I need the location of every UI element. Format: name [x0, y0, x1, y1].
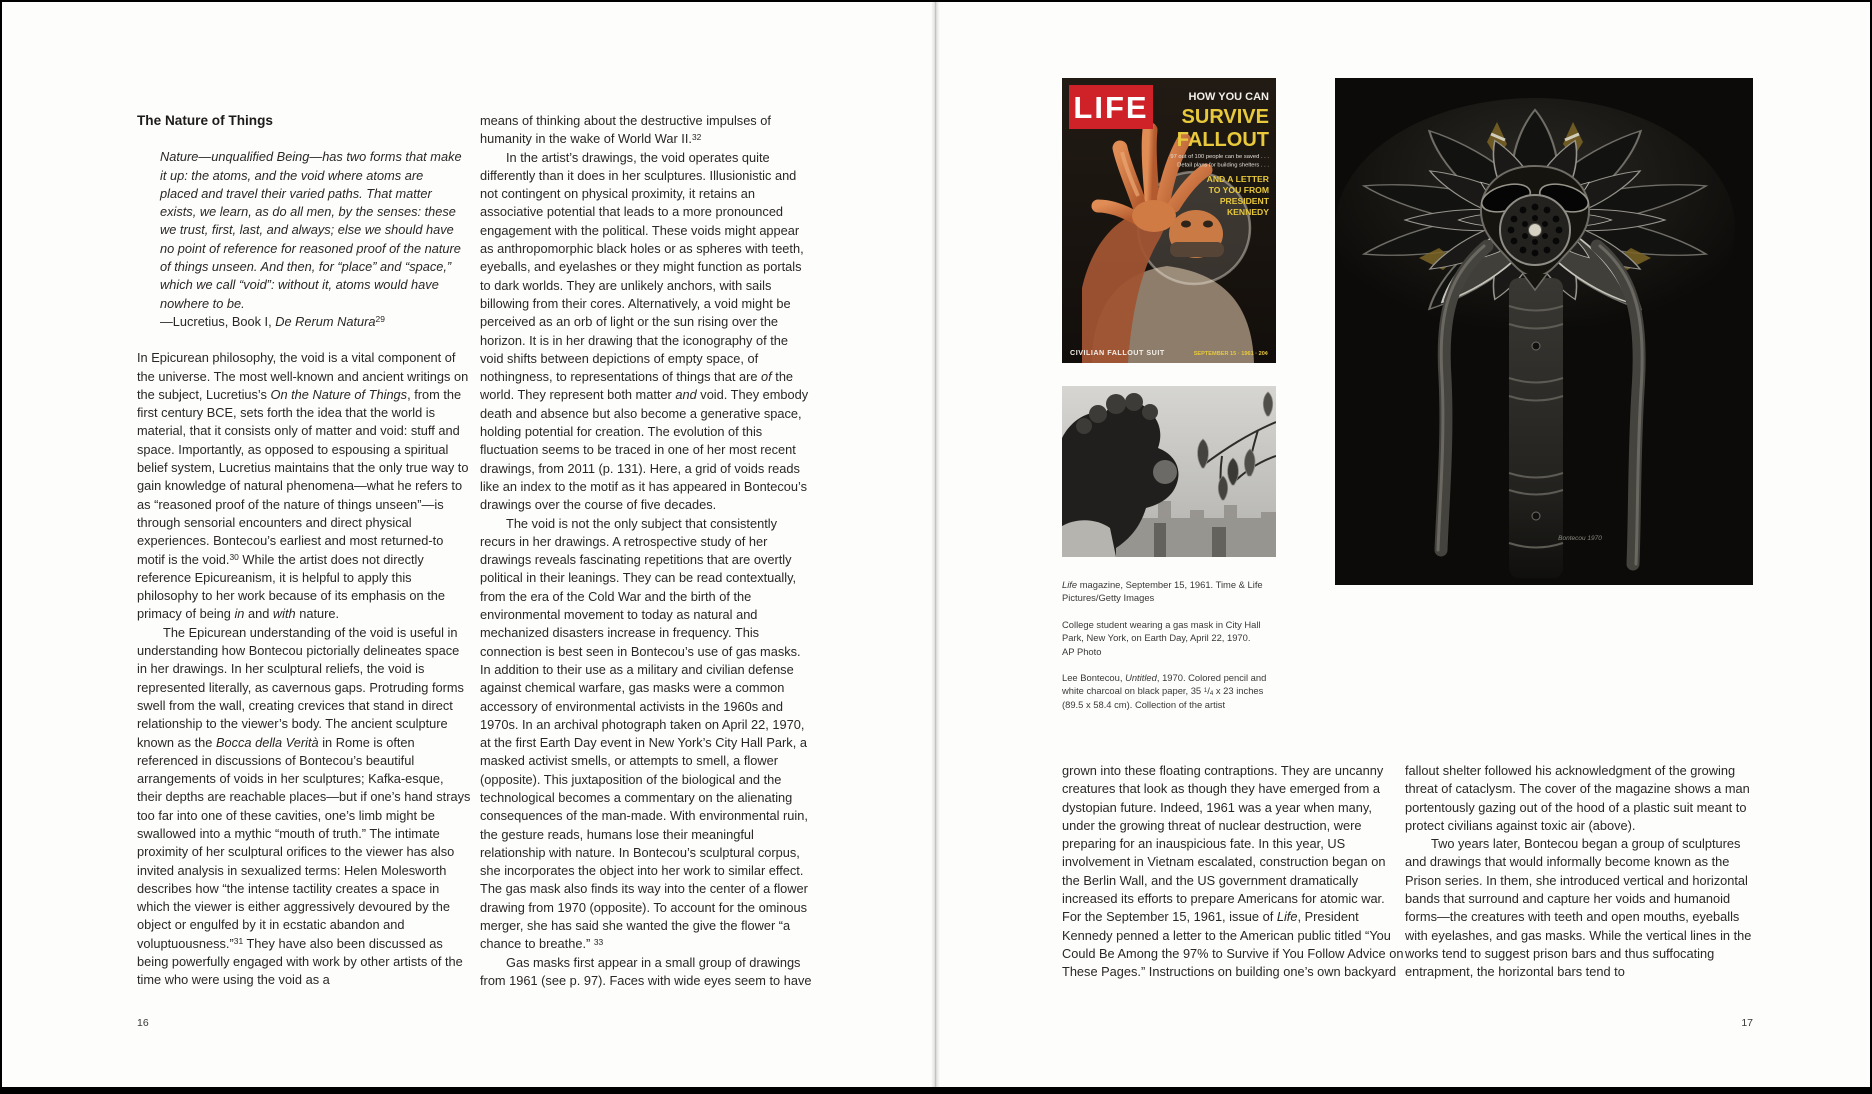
body-paragraph: means of thinking about the destructive impulses of humanity in the wake of World War II.$^{32}$ [480, 113, 771, 147]
life-logo-text: LIFE [1073, 90, 1149, 125]
section-heading: The Nature of Things [137, 113, 273, 128]
segmented-stalk [1509, 278, 1563, 578]
body-paragraph: grown into these floating contraptions. They are uncanny creatures that look as though they have emerged from a dystopian future. Indeed, 1961 was a year when many, under the growing threat of nuclear destruction, were preparing for an inauspicious fate. In this year, US involvement in Vietnam escalated, construction began on the Berlin Wall, and the US government dramatically increased its efforts to prepare Americans for atomic war. For the September 15, 1961, issue of Life, President Kennedy penned a letter to the American public titled “You Could Be Among the 97% to Survive if You Follow Advice on These Pages.” Instructions on building one’s own backyard [1062, 763, 1404, 980]
cover-eye-left [1181, 221, 1191, 228]
artwork-signature: Bontecou 1970 [1558, 535, 1602, 542]
left-column-1 [137, 112, 471, 990]
left-column-2 [480, 112, 814, 990]
cover-headline-3: FALLOUT [1176, 129, 1269, 151]
page-number-left: 16 [137, 1017, 149, 1029]
svg-text:TO YOU FROM: TO YOU FROM [1208, 185, 1269, 195]
bontecou-untitled-1970-artwork-image [1335, 78, 1753, 585]
cover-eye-right [1203, 221, 1213, 228]
body-paragraph: The Epicurean understanding of the void is useful in understanding how Bontecou pictorially delineates space in her drawings. In her sculptural reliefs, the void is represented literally, as cavernous gaps. Protruding forms swell from the wall, creating crevices that stand in direct relationship to the viewer’s body. The ancient sculpture known as the Bocca della Verità in Rome is often referenced in discussions of Bontecou’s beautiful arrangements of voids in her sculptures; Kafka-esque, their depths are reachable places—but if one’s hand strays too far into one of these cavities, one’s limb might be swallowed into a mythic “mouth of truth.” The intimate proximity of her sculptural orifices to the viewer has also invited analysis in sexualized terms: Helen Molesworth describes how “the intense tactility creates a space in which the viewer is either aggressively devoured by the object or engulfed by it in ecstatic abandon and voluptuousness.”$^{31}$ They have also been discussed as being powerfully engaged with work by other artists of the time who were using the void as a [137, 624, 471, 988]
right-column-2 [1405, 762, 1753, 982]
body-paragraph: In the artist’s drawings, the void operates quite differently than it does in her sculptures. Illusionistic and not contingent on physical proximity, it retains an associative potential that leads to a more pronounced engagement with the political. These voids might appear as anthropomorphic black holes or as spheres with teeth, eyeballs, and eyelashes or they might function as portals to dark worlds. They are unlikely anchors, with sails billowing from their cores. Alternatively, a void might be perceived as an orb of light or the sun rising over the horizon. It is in her drawing that the iconography of the void shifts between depictions of empty space, of nothingness, to representations of things that are of the world. They represent both matter and void. They embody death and absence but also become a generative space, holding potential for creation. The evolution of this fluctuation seems to be traced in one of her most recent drawings, from 2011 (p. 131). Here, a grid of voids reads like an index to the motif as it has appeared in Bontecou’s drawings over the course of five decades. [480, 149, 809, 513]
body-paragraph: fallout shelter followed his acknowledgment of the growing threat of cataclysm. The cover of the magazine shows a man portentously gazing out of the hood of a plastic suit meant to protect civilians against toxic air (above). [1405, 763, 1750, 833]
page-gutter [931, 0, 940, 1094]
left-column-1-text [137, 148, 471, 989]
body-paragraph: The void is not the only subject that consistently recurs in her drawings. A retrospective study of her drawings reveals fascinating repetitions that are overtly political in their leanings. They can be read contextually, from the era of the Cold War and the birth of the environmental movement to today as natural and mechanized disasters increase in frequency. This connection is best seen in Bontecou’s use of gas masks. In addition to their use as a military and civilian defense against chemical warfare, gas masks were a common accessory of environmental activists in the 1960s and 1970s. In an archival photograph taken on April 22, 1970, at the first Earth Day event in New York’s City Hall Park, a masked activist smells, or attempts to smell, a flower (opposite). This juxtaposition of the biological and the technological becomes a commentary on the alienating consequences of the man-made. With environmental ruin, the gesture reads, humans lose their meaningful relationship with nature. In Bontecou’s sculptural corpus, she incorporates the object into her work to similar effect. The gas mask also finds its way into the center of a flower drawing from 1970 (opposite). To account for the ominous merger, she has said she wanted the give the flower “a chance to breathe.” $^{33}$ [480, 515, 808, 952]
epigraph-attribution: —Lucretius, Book I, De Rerum Natura$^{29}$ [160, 313, 385, 329]
figure-captions [1062, 578, 1274, 724]
body-paragraph: In Epicurean philosophy, the void is a vital component of the universe. The most well-known and ancient writings on the subject, Lucretius’s On the Nature of Things, from the first century BCE, sets forth the idea that the world is material, that it consists only of matter and void: stuff and space. Importantly, as opposed to espousing a spiritual belief system, Lucretius maintains that the only true way to gain knowledge of natural phenomena—what he refers to as “reasoned proof of the nature of things unseen”—is through sensorial encounters and direct physical experiences. Bontecou’s earliest and most returned-to motif is the void.$^{30}$ While the artist does not directly reference Epicureanism, it is helpful to apply this philosophy to her work because of its emphasis on the primacy of being in and with nature. [137, 350, 469, 622]
gas-mask-photo-image [1062, 386, 1276, 557]
cover-headline-2: SURVIVE [1181, 106, 1269, 128]
photo-mask-filter [1153, 460, 1177, 484]
epigraph-quote: Nature—unqualified Being—has two forms that make it up: the atoms, and the void where atoms are placed and travel their varied paths. That matter exists, we learn, as do all men, by the senses: these we trust, first, last, and always; else we should have no point of reference for reasoned proof of the nature of things unseen. And then, for “place” and “space,” which we call “void”: without it, atoms would have nowhere to be. [160, 149, 462, 311]
cover-subline-2: Detail plans for building shelters . . . [1177, 162, 1269, 169]
svg-text:KENNEDY: KENNEDY [1226, 207, 1269, 217]
cover-subline-1: 97 out of 100 people can be saved . . . [1170, 154, 1269, 160]
caption-life-magazine: Life magazine, September 15, 1961. Time & Life Pictures/Getty Images [1062, 579, 1263, 604]
svg-text:PRESIDENT: PRESIDENT [1219, 196, 1269, 206]
life-magazine-cover-image [1062, 78, 1276, 363]
caption-gas-mask-photo: College student wearing a gas mask in City Hall Park, New York, on Earth Day, April 22, 1970. AP Photo [1062, 618, 1261, 657]
body-paragraph: Two years later, Bontecou began a group of sculptures and drawings that would informally become known as the Prison series. In them, she introduced vertical and horizontal bands that surround and capture her voids and humanoid forms—the creatures with teeth and open mouths, eyeballs with eyelashes, and gas masks. While the vertical lines in the works tend to suggest prison bars and thus suffocating entrapment, the horizontal bars tend to [1405, 836, 1752, 980]
cover-date: SEPTEMBER 15 · 1961 · 20¢ [1193, 351, 1268, 357]
body-paragraph: Gas masks first appear in a small group of drawings from 1961 (see p. 97). Faces with wide eyes seem to have [480, 954, 812, 988]
right-column-1 [1062, 762, 1406, 982]
caption-artwork: Lee Bontecou, Untitled, 1970. Colored pencil and white charcoal on black paper, 35 $^1/_4$ x 23 inches (89.5 x 58.4 cm). Collection of the artist [1062, 672, 1267, 710]
cover-palm [1132, 200, 1176, 232]
svg-text:AND A LETTER: AND A LETTER [1206, 174, 1269, 184]
page-number-right: 17 [1741, 1017, 1753, 1029]
cover-respirator [1170, 242, 1224, 257]
filter-center [1529, 224, 1542, 237]
cover-caption-left: CIVILIAN FALLOUT SUIT [1070, 348, 1165, 357]
cover-headline-1: HOW YOU CAN [1188, 91, 1269, 103]
